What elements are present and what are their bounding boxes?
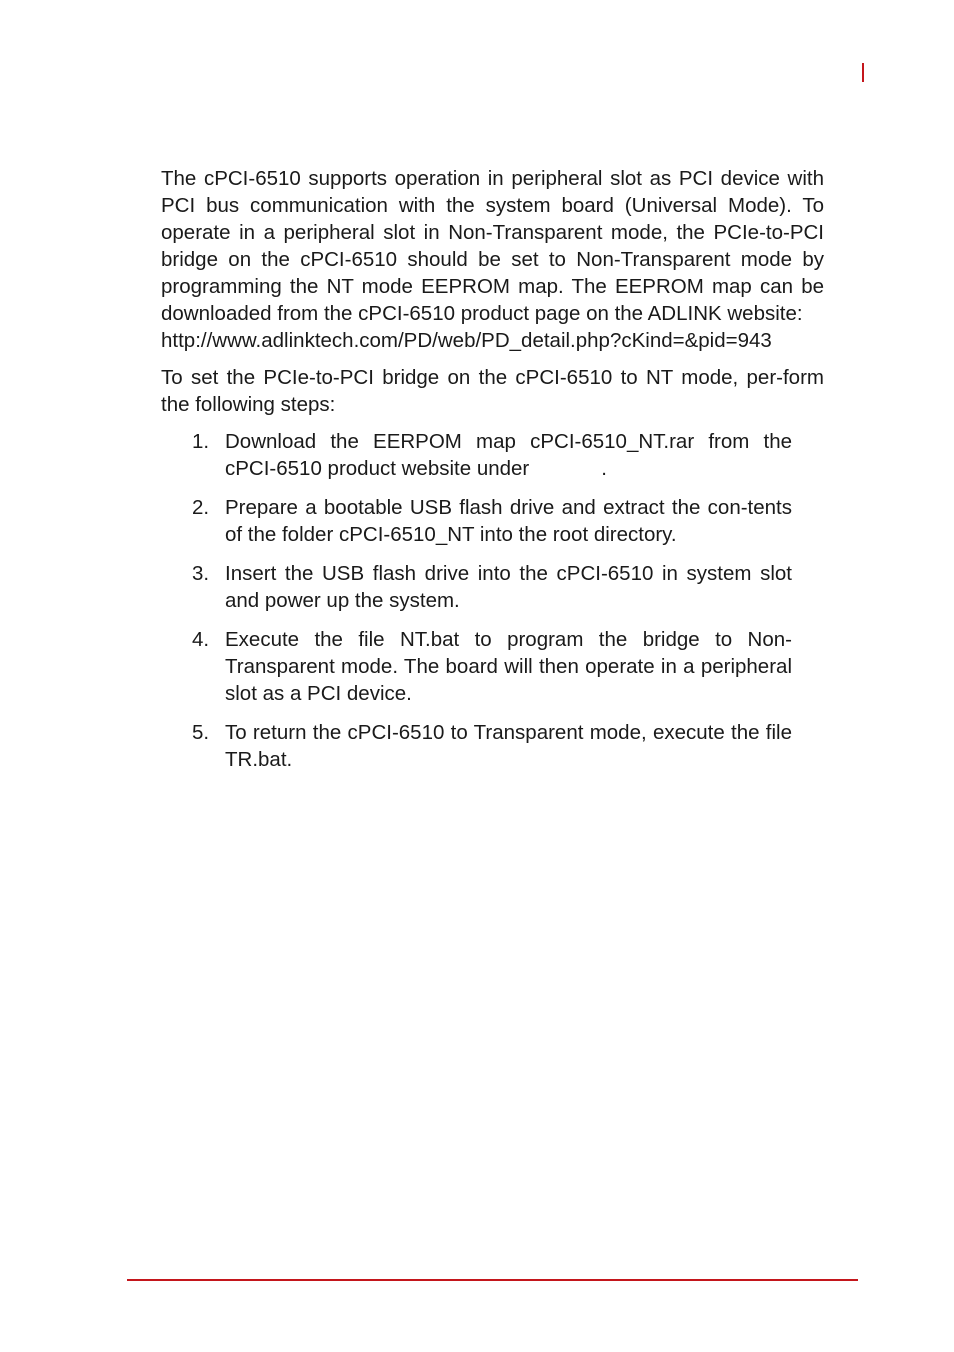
download-url: http://www.adlinktech.com/PD/web/PD_detail.php?cKind=&pid=943 (161, 329, 772, 352)
step-number: 2. (192, 496, 210, 519)
steps-list (161, 428, 824, 773)
step-text-end: . (601, 457, 607, 480)
step-item-2 (161, 494, 792, 548)
step-number: 5. (192, 721, 210, 744)
step-item-3 (161, 560, 792, 614)
step-text: Prepare a bootable USB flash drive and extract the con-tents of the folder cPCI-6510_NT into the root directory. (225, 496, 792, 546)
step-text: To return the cPCI-6510 to Transparent mode, execute the file TR.bat. (225, 721, 792, 771)
step-text: Download the EERPOM map cPCI-6510_NT.rar from the cPCI-6510 product website under (225, 430, 792, 480)
header-accent-bar (862, 63, 864, 82)
step-text: Insert the USB flash drive into the cPCI-6510 in system slot and power up the system. (225, 562, 792, 612)
intro-paragraph: The cPCI-6510 supports operation in peripheral slot as PCI device with PCI bus communication with the system board (Universal Mode). To operate in a peripheral slot in Non-Transparent mode, the PCIe-to-PCI bridge on the cPCI-6510 should be set to Non-Transparent mode by programming the NT mode EEPROM map. The EEPROM map can be downloaded from the cPCI-6510 product page on the ADLINK website: (161, 167, 824, 325)
footer-divider (127, 1279, 858, 1281)
step-text: Execute the file NT.bat to program the bridge to Non-Transparent mode. The board will then operate in a peripheral slot as a PCI device. (225, 628, 792, 705)
steps-intro: To set the PCIe-to-PCI bridge on the cPCI-6510 to NT mode, per-form the following steps: (161, 366, 824, 416)
step-number: 3. (192, 562, 210, 585)
step-item-5 (161, 719, 792, 773)
step-item-1 (161, 428, 792, 482)
step-number: 4. (192, 628, 210, 651)
page-content (161, 165, 824, 785)
step-number: 1. (192, 430, 210, 453)
step-item-4 (161, 626, 792, 707)
